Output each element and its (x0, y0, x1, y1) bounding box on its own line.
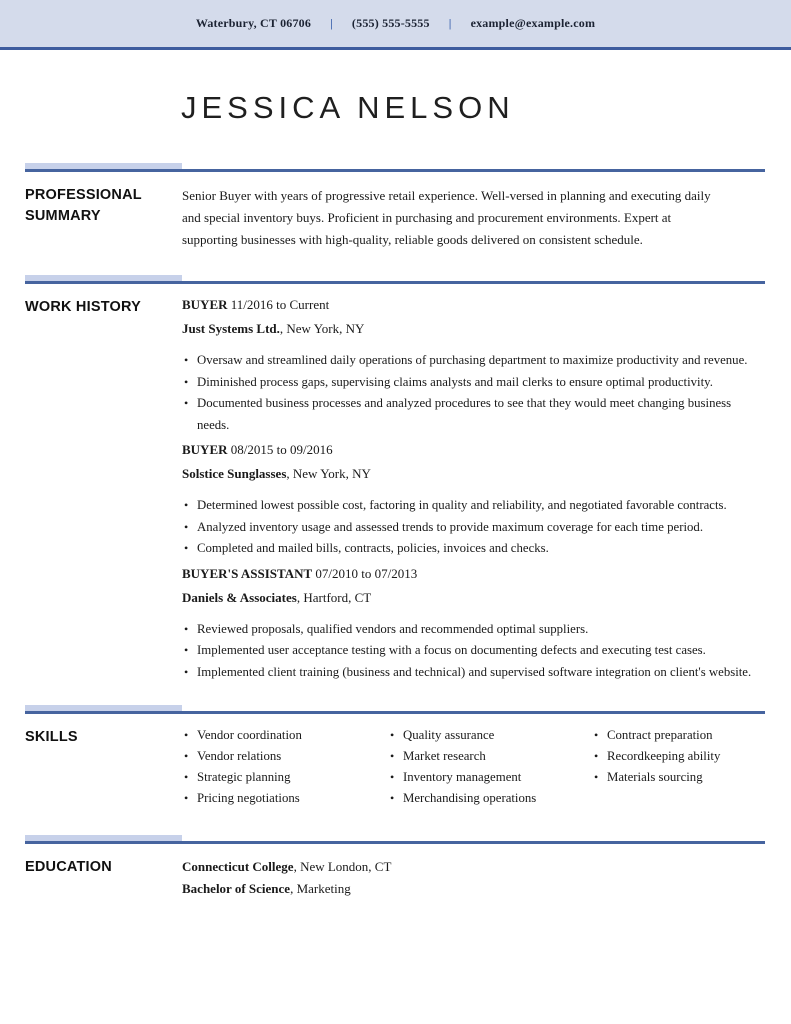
contact-info (196, 16, 595, 31)
section-divider (25, 275, 765, 284)
divider-line (25, 841, 765, 844)
skill-item: • Market research (390, 746, 592, 767)
education-major: , Marketing (290, 881, 351, 896)
divider-line (25, 711, 765, 714)
job-bullet: • Implemented user acceptance testing with a focus on documenting defects and executing test cases. (184, 640, 765, 662)
job-dates: 08/2015 to 09/2016 (230, 442, 333, 457)
education-section-title: EDUCATION (25, 859, 112, 875)
job-company: Daniels & Associates (182, 589, 297, 605)
skill-item: • Strategic planning (184, 767, 388, 788)
education-degree: Bachelor of Science (182, 881, 291, 896)
skill-item: • Merchandising operations (390, 788, 592, 809)
job-bullet: • Determined lowest possible cost, factoring in quality and reliability, and negotiated favorable contracts. (184, 495, 765, 517)
section-education (25, 844, 765, 900)
summary-text: Senior Buyer with years of progressive retail experience. Well-versed in planning and executing daily and special inventory buys. Proficient in purchasing and procurement environments. Expert at supporting businesses with high-quality, reliable goods delivered on consistent schedule. (182, 188, 711, 247)
job-bullet: • Implemented client training (business and technical) and supervised software integration on client's website. (184, 662, 765, 684)
job-title-line (182, 442, 765, 458)
job-position: BUYER (182, 297, 228, 312)
section-divider (25, 705, 765, 714)
job-location: , New York, NY (279, 321, 365, 336)
job-company-line (182, 466, 765, 482)
job-bullet: • Analyzed inventory usage and assessed trends to provide maximum coverage for each time period. (184, 517, 765, 539)
contact-separator: | (330, 16, 333, 30)
job-bullet: • Diminished process gaps, supervising claims analysts and mail clerks to ensure optimal productivity. (184, 372, 765, 394)
job-entry (182, 297, 765, 436)
job-title-line (182, 297, 765, 313)
job-location: , New York, NY (286, 466, 371, 481)
skills-column (594, 725, 765, 809)
job-dates: 11/2016 to Current (230, 297, 330, 312)
candidate-name: JESSICA NELSON (181, 90, 515, 125)
skills-section-title: SKILLS (25, 729, 78, 745)
divider-line (25, 281, 765, 284)
education-degree-line (182, 878, 765, 900)
job-bullet: • Reviewed proposals, qualified vendors and recommended optimal suppliers. (184, 619, 765, 641)
job-bullet: • Oversaw and streamlined daily operations of purchasing department to maximize productivity and revenue. (184, 350, 765, 372)
skill-item: • Inventory management (390, 767, 592, 788)
contact-email: example@example.com (470, 16, 596, 30)
skill-item: • Vendor relations (184, 746, 388, 767)
education-school-location: , New London, CT (293, 859, 392, 874)
job-bullet: • Documented business processes and analyzed procedures to see that they would meet changing business needs. (184, 393, 765, 436)
contact-location: Waterbury, CT 06706 (195, 16, 312, 30)
section-skills (25, 714, 765, 809)
job-company-line (182, 590, 765, 606)
skill-item: • Vendor coordination (184, 725, 388, 746)
job-position: BUYER (182, 442, 228, 457)
summary-section-title: PROFESSIONAL SUMMARY (25, 187, 142, 224)
job-entry (182, 566, 765, 684)
job-company: Solstice Sunglasses (182, 466, 287, 481)
contact-separator: | (448, 16, 452, 30)
skill-item: • Recordkeeping ability (594, 746, 765, 767)
education-school-line (182, 856, 765, 878)
skills-grid (182, 725, 765, 809)
job-bullet-list (184, 619, 765, 684)
job-company-line (182, 321, 765, 337)
job-position: BUYER'S ASSISTANT (182, 565, 313, 581)
skill-item: • Contract preparation (594, 725, 765, 746)
work-history-section-title: WORK HISTORY (25, 299, 141, 315)
job-title-line (182, 566, 765, 582)
skills-column (390, 725, 592, 809)
skill-item: • Pricing negotiations (184, 788, 388, 809)
section-professional-summary (25, 172, 765, 251)
job-bullet: • Completed and mailed bills, contracts, policies, invoices and checks. (184, 538, 765, 560)
contact-phone: (555) 555-5555 (351, 16, 430, 30)
section-divider (25, 163, 765, 172)
divider-line (25, 169, 765, 172)
job-entry (182, 442, 765, 560)
job-company: Just Systems Ltd. (182, 321, 280, 336)
section-divider (25, 835, 765, 844)
skills-column (184, 725, 388, 809)
skill-item: • Quality assurance (390, 725, 592, 746)
skill-item: • Materials sourcing (594, 767, 765, 788)
job-location: , Hartford, CT (296, 589, 372, 605)
section-work-history (25, 284, 765, 683)
job-bullet-list (184, 495, 765, 560)
education-school: Connecticut College (182, 859, 294, 874)
job-bullet-list (184, 350, 765, 436)
job-dates: 07/2010 to 07/2013 (315, 565, 418, 581)
contact-band (0, 0, 791, 50)
